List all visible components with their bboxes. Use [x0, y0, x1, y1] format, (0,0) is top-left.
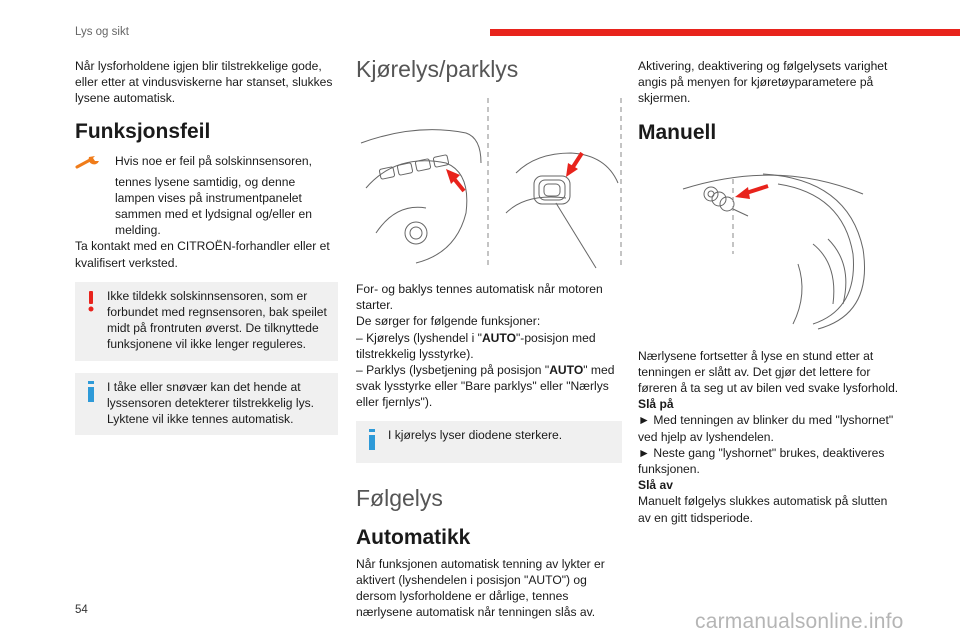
fault-text-2: tennes lysene samtidig, og denne lampen vises på instrumentpanelet sammen med et lydsignal og/eller en melding.: [115, 174, 312, 238]
dashboard-illustration: [356, 93, 622, 269]
column-3: [638, 58, 903, 526]
fault-text-3: Ta kontakt med en CITROËN-forhandler eller et kvalifisert verksted.: [75, 239, 330, 270]
auto-heading: Automatikk: [356, 525, 471, 549]
fault-heading: Funksjonsfeil: [75, 119, 211, 143]
off-label: Slå av: [638, 478, 673, 493]
settings-paragraph: Aktivering, deaktivering og følgelysets varighet angis på menyen for kjøretøyparametere på skjermen.: [638, 59, 888, 106]
wrench-icon: [75, 153, 115, 174]
fault-line: [75, 153, 338, 174]
manual-heading: Manuell: [638, 120, 717, 144]
manual-p1: Nærlysene fortsetter å lyse en stund etter at tenningen er slått av. Det gjør det lettere for føreren å ta seg ut av bilen ved svake lysforhold.: [638, 348, 899, 396]
watermark: carmanualsonline.info: [695, 610, 904, 633]
on-step-2: ► Neste gang "lyshornet" brukes, deaktiveres funksjonen.: [638, 445, 885, 477]
info-text: I tåke eller snøvær kan det hende at lyssensoren detekterer tilstrekkelig lys. Lyktene vil ikke tennes automatisk.: [107, 379, 315, 427]
header-accent-bar: [490, 29, 960, 36]
warning-box: [75, 282, 338, 361]
daylight-item-2: – Parklys (lysbetjening på posisjon "AUTO" med svak lysstyrke eller "Bare parklys" eller "Nærlys eller fjernlys").: [356, 363, 615, 410]
exclamation-icon: [83, 289, 99, 313]
info-box-2: [356, 421, 622, 463]
info-icon: [364, 428, 380, 452]
daylight-heading: Kjørelys/parklys: [356, 56, 519, 82]
on-label: Slå på: [638, 397, 674, 412]
info-text-2: I kjørelys lyser diodene sterkere.: [388, 427, 563, 442]
info-icon: [83, 380, 99, 404]
warning-text: Ikke tildekk solskinnsensoren, som er forbundet med regnsensoren, bak speilet midt på frontruten øverst. De tilknyttede funksjonene vil ikke lenger reguleres.: [107, 288, 327, 352]
follow-heading: Følgelys: [356, 484, 443, 511]
light-stalk-illustration: [638, 154, 903, 332]
on-step-1: ► Med tenningen av blinker du med "lyshornet" ved hjelp av lyshendelen.: [638, 413, 894, 444]
fault-text-1: Hvis noe er feil på solskinnsensoren,: [115, 153, 312, 168]
daylight-p1: For- og baklys tennes automatisk når motoren starter.: [356, 282, 603, 313]
column-1: [75, 58, 338, 435]
daylight-item-1: – Kjørelys (lyshendel i "AUTO"-posisjon med tilstrekkelig lysstyrke).: [356, 330, 596, 361]
intro-paragraph: Når lysforholdene igjen blir tilstrekkelige gode, eller etter at vindusviskerne har stanset, slukkes lysene automatisk.: [75, 59, 333, 106]
off-text: Manuelt følgelys slukkes automatisk på slutten av en gitt tidsperiode.: [638, 494, 888, 525]
page-number: 54: [75, 604, 88, 616]
info-box: [75, 373, 338, 436]
daylight-p2: De sørger for følgende funksjoner:: [356, 314, 541, 329]
auto-text: Når funksjonen automatisk tenning av lykter er aktivert (lyshendelen i posisjon "AUTO") og dersom lysforholdene er dårlige, tennes nærlysene automatisk når tenningen slås av.: [356, 556, 605, 620]
fault-text-2-start: [75, 174, 338, 239]
section-header: Lys og sikt: [75, 26, 129, 38]
column-2: [356, 56, 622, 620]
